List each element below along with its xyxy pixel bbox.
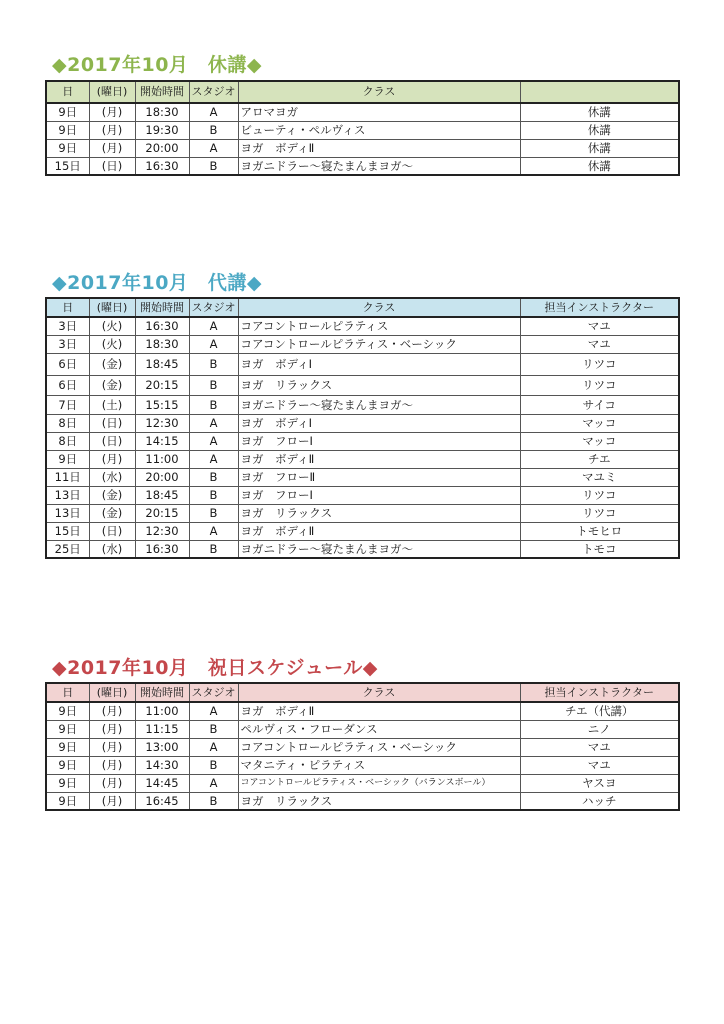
cell-time: 20:15 — [135, 504, 189, 522]
cell-weekday: (月) — [89, 774, 135, 792]
cell-instructor: ハッチ — [520, 792, 679, 810]
cell-weekday: (日) — [89, 414, 135, 432]
cell-day: 25日 — [46, 540, 89, 558]
cell-weekday: (水) — [89, 540, 135, 558]
cell-studio: A — [189, 450, 238, 468]
cell-instructor: マッコ — [520, 432, 679, 450]
cell-studio: A — [189, 774, 238, 792]
closure-title: ◆2017年10月 休講◆ — [52, 54, 263, 76]
table-row — [46, 414, 679, 432]
cell-instructor: リツコ — [520, 486, 679, 504]
cell-class: ヨガ ボディⅡ — [238, 702, 520, 720]
cell-instructor: マユ — [520, 317, 679, 335]
cell-day: 15日 — [46, 157, 89, 175]
cell-studio: B — [189, 157, 238, 175]
cell-studio: A — [189, 139, 238, 157]
table-row — [46, 121, 679, 139]
cell-weekday: (金) — [89, 486, 135, 504]
table-row — [46, 375, 679, 395]
cell-instructor: リツコ — [520, 504, 679, 522]
cell-time: 18:45 — [135, 353, 189, 375]
cell-day: 3日 — [46, 317, 89, 335]
header-class: クラス — [238, 81, 520, 103]
cell-studio: B — [189, 121, 238, 139]
cell-studio: B — [189, 353, 238, 375]
table-row — [46, 774, 679, 792]
cell-class: コアコントロールピラティス・ベーシック — [238, 335, 520, 353]
cell-time: 19:30 — [135, 121, 189, 139]
cell-weekday: (月) — [89, 450, 135, 468]
table-row — [46, 353, 679, 375]
cell-weekday: (月) — [89, 792, 135, 810]
cell-class: ヨガニドラー～寝たまんまヨガ～ — [238, 157, 520, 175]
cell-day: 7日 — [46, 395, 89, 414]
table-row — [46, 792, 679, 810]
header-studio: スタジオ — [189, 298, 238, 317]
cell-day: 9日 — [46, 720, 89, 738]
cell-studio: B — [189, 792, 238, 810]
cell-time: 20:00 — [135, 468, 189, 486]
cell-studio: B — [189, 540, 238, 558]
table-row — [46, 395, 679, 414]
cell-instructor: サイコ — [520, 395, 679, 414]
header-weekday: (曜日) — [89, 298, 135, 317]
header-note — [520, 81, 679, 103]
cell-day: 8日 — [46, 414, 89, 432]
cell-weekday: (日) — [89, 157, 135, 175]
cell-instructor: マユミ — [520, 468, 679, 486]
cell-time: 18:45 — [135, 486, 189, 504]
cell-time: 16:30 — [135, 317, 189, 335]
header-instructor: 担当インストラクター — [520, 298, 679, 317]
cell-weekday: (月) — [89, 103, 135, 121]
cell-weekday: (金) — [89, 375, 135, 395]
cell-instructor: リツコ — [520, 353, 679, 375]
cell-weekday: (月) — [89, 121, 135, 139]
cell-day: 9日 — [46, 450, 89, 468]
closure-table — [45, 80, 680, 176]
header-day: 日 — [46, 298, 89, 317]
cell-class: ペルヴィス・フローダンス — [238, 720, 520, 738]
cell-day: 9日 — [46, 792, 89, 810]
cell-instructor: トモコ — [520, 540, 679, 558]
cell-time: 11:15 — [135, 720, 189, 738]
cell-time: 20:00 — [135, 139, 189, 157]
cell-time: 16:30 — [135, 157, 189, 175]
table-row — [46, 738, 679, 756]
cell-day: 8日 — [46, 432, 89, 450]
cell-time: 20:15 — [135, 375, 189, 395]
cell-studio: A — [189, 738, 238, 756]
cell-weekday: (月) — [89, 702, 135, 720]
cell-note: 休講 — [520, 103, 679, 121]
cell-studio: B — [189, 756, 238, 774]
cell-studio: B — [189, 375, 238, 395]
cell-class: ヨガ フローⅠ — [238, 486, 520, 504]
cell-weekday: (水) — [89, 468, 135, 486]
cell-day: 9日 — [46, 139, 89, 157]
cell-class: ビューティ・ペルヴィス — [238, 121, 520, 139]
cell-day: 11日 — [46, 468, 89, 486]
header-time: 開始時間 — [135, 683, 189, 702]
table-row — [46, 720, 679, 738]
cell-instructor: マユ — [520, 335, 679, 353]
cell-studio: A — [189, 414, 238, 432]
cell-class: コアコントロールピラティス・ベーシック（バランスボール） — [238, 774, 520, 792]
header-time: 開始時間 — [135, 81, 189, 103]
cell-time: 18:30 — [135, 335, 189, 353]
cell-studio: B — [189, 395, 238, 414]
cell-day: 9日 — [46, 103, 89, 121]
cell-weekday: (日) — [89, 522, 135, 540]
header-day: 日 — [46, 81, 89, 103]
holiday-table — [45, 682, 680, 811]
cell-weekday: (月) — [89, 720, 135, 738]
cell-class: ヨガ ボディⅡ — [238, 139, 520, 157]
holiday-header-row — [46, 683, 679, 702]
cell-weekday: (月) — [89, 756, 135, 774]
table-row — [46, 139, 679, 157]
closure-header-row — [46, 81, 679, 103]
table-row — [46, 450, 679, 468]
cell-day: 13日 — [46, 486, 89, 504]
header-weekday: (曜日) — [89, 81, 135, 103]
cell-instructor: マッコ — [520, 414, 679, 432]
cell-class: コアコントロールピラティス・ベーシック — [238, 738, 520, 756]
cell-studio: B — [189, 720, 238, 738]
cell-instructor: ヤスヨ — [520, 774, 679, 792]
cell-instructor: マユ — [520, 738, 679, 756]
cell-time: 15:15 — [135, 395, 189, 414]
cell-class: ヨガ リラックス — [238, 504, 520, 522]
cell-studio: B — [189, 468, 238, 486]
cell-studio: A — [189, 702, 238, 720]
cell-studio: A — [189, 432, 238, 450]
cell-time: 12:30 — [135, 522, 189, 540]
substitute-table — [45, 297, 680, 559]
table-row — [46, 540, 679, 558]
cell-class: ヨガ フローⅠ — [238, 432, 520, 450]
table-row — [46, 522, 679, 540]
table-row — [46, 317, 679, 335]
holiday-title: ◆2017年10月 祝日スケジュール◆ — [52, 657, 378, 679]
cell-day: 9日 — [46, 756, 89, 774]
table-row — [46, 335, 679, 353]
cell-weekday: (金) — [89, 504, 135, 522]
cell-class: ヨガ ボディⅠ — [238, 353, 520, 375]
cell-time: 14:30 — [135, 756, 189, 774]
cell-time: 14:45 — [135, 774, 189, 792]
header-class: クラス — [238, 298, 520, 317]
cell-time: 14:15 — [135, 432, 189, 450]
cell-class: ヨガ リラックス — [238, 375, 520, 395]
table-row — [46, 486, 679, 504]
table-row — [46, 504, 679, 522]
cell-day: 9日 — [46, 702, 89, 720]
substitute-header-row — [46, 298, 679, 317]
cell-class: ヨガ ボディⅠ — [238, 414, 520, 432]
cell-class: ヨガ フローⅡ — [238, 468, 520, 486]
cell-weekday: (金) — [89, 353, 135, 375]
header-class: クラス — [238, 683, 520, 702]
cell-day: 9日 — [46, 121, 89, 139]
header-studio: スタジオ — [189, 683, 238, 702]
cell-instructor: マユ — [520, 756, 679, 774]
cell-day: 6日 — [46, 353, 89, 375]
header-day: 日 — [46, 683, 89, 702]
table-row — [46, 756, 679, 774]
cell-time: 18:30 — [135, 103, 189, 121]
table-row — [46, 103, 679, 121]
header-instructor: 担当インストラクター — [520, 683, 679, 702]
cell-weekday: (日) — [89, 432, 135, 450]
cell-day: 9日 — [46, 738, 89, 756]
table-row — [46, 702, 679, 720]
cell-studio: A — [189, 103, 238, 121]
cell-studio: B — [189, 504, 238, 522]
cell-instructor: チエ（代講） — [520, 702, 679, 720]
cell-class: ヨガ リラックス — [238, 792, 520, 810]
header-time: 開始時間 — [135, 298, 189, 317]
cell-class: コアコントロールピラティス — [238, 317, 520, 335]
cell-note: 休講 — [520, 157, 679, 175]
cell-day: 3日 — [46, 335, 89, 353]
cell-weekday: (火) — [89, 317, 135, 335]
cell-instructor: ニノ — [520, 720, 679, 738]
cell-studio: A — [189, 522, 238, 540]
header-studio: スタジオ — [189, 81, 238, 103]
cell-instructor: トモヒロ — [520, 522, 679, 540]
cell-note: 休講 — [520, 139, 679, 157]
header-weekday: (曜日) — [89, 683, 135, 702]
cell-day: 9日 — [46, 774, 89, 792]
cell-class: マタニティ・ピラティス — [238, 756, 520, 774]
cell-studio: B — [189, 486, 238, 504]
cell-weekday: (火) — [89, 335, 135, 353]
cell-time: 11:00 — [135, 702, 189, 720]
table-row — [46, 468, 679, 486]
cell-weekday: (土) — [89, 395, 135, 414]
cell-day: 6日 — [46, 375, 89, 395]
cell-instructor: チエ — [520, 450, 679, 468]
cell-class: アロマヨガ — [238, 103, 520, 121]
cell-class: ヨガニドラー～寝たまんまヨガ～ — [238, 540, 520, 558]
cell-time: 16:45 — [135, 792, 189, 810]
cell-class: ヨガ ボディⅡ — [238, 522, 520, 540]
cell-day: 15日 — [46, 522, 89, 540]
cell-instructor: リツコ — [520, 375, 679, 395]
cell-weekday: (月) — [89, 738, 135, 756]
cell-class: ヨガ ボディⅡ — [238, 450, 520, 468]
cell-class: ヨガニドラー～寝たまんまヨガ～ — [238, 395, 520, 414]
cell-studio: A — [189, 335, 238, 353]
table-row — [46, 432, 679, 450]
cell-note: 休講 — [520, 121, 679, 139]
cell-time: 13:00 — [135, 738, 189, 756]
substitute-title: ◆2017年10月 代講◆ — [52, 272, 263, 294]
table-row — [46, 157, 679, 175]
cell-studio: A — [189, 317, 238, 335]
cell-weekday: (月) — [89, 139, 135, 157]
cell-time: 16:30 — [135, 540, 189, 558]
cell-day: 13日 — [46, 504, 89, 522]
cell-time: 11:00 — [135, 450, 189, 468]
cell-time: 12:30 — [135, 414, 189, 432]
